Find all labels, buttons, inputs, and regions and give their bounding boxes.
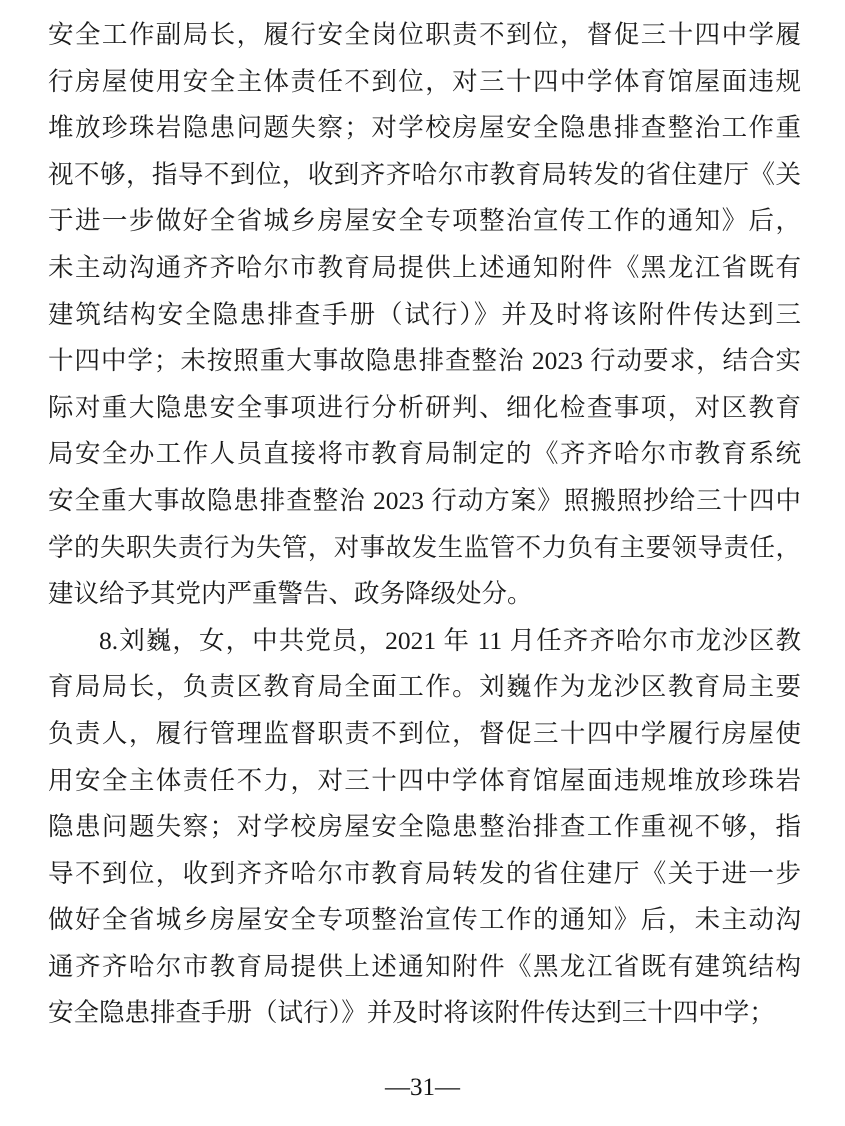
text-line: 视不够，指导不到位，收到齐齐哈尔市教育局转发的省住建厅《关 xyxy=(48,159,801,189)
text-line: 学的失职失责行为失管，对事故发生监管不力负有主要领导责任， xyxy=(48,532,801,562)
text-line: 建筑结构安全隐患排查手册（试行）》并及时将该附件传达到三 xyxy=(48,299,801,329)
text-line: 通齐齐哈尔市教育局提供上述通知附件《黑龙江省既有建筑结构 xyxy=(48,951,801,981)
text-line: 局安全办工作人员直接将市教育局制定的《齐齐哈尔市教育系统 xyxy=(48,439,801,469)
text-line: 十四中学；未按照重大事故隐患排查整治 2023 行动要求，结合实 xyxy=(48,346,801,376)
text-line: 建议给予其党内严重警告、政务降级处分。 xyxy=(48,579,533,609)
text-line: 行房屋使用安全主体责任不到位，对三十四中学体育馆屋面违规 xyxy=(48,66,801,96)
text-line: 际对重大隐患安全事项进行分析研判、细化检查事项，对区教育 xyxy=(48,392,801,422)
text-line: 负责人，履行管理监督职责不到位，督促三十四中学履行房屋使 xyxy=(48,718,801,748)
text-line: 用安全主体责任不力，对三十四中学体育馆屋面违规堆放珍珠岩 xyxy=(48,765,801,795)
text-line: 8.刘巍，女，中共党员，2021 年 11 月任齐齐哈尔市龙沙区教 xyxy=(99,625,801,655)
text-line: 导不到位，收到齐齐哈尔市教育局转发的省住建厅《关于进一步 xyxy=(48,858,801,888)
text-line: 未主动沟通齐齐哈尔市教育局提供上述通知附件《黑龙江省既有 xyxy=(48,252,801,282)
text-line: 安全工作副局长，履行安全岗位职责不到位，督促三十四中学履 xyxy=(48,20,801,49)
body-text xyxy=(48,12,801,1037)
text-line: 安全重大事故隐患排查整治 2023 行动方案》照搬照抄给三十四中 xyxy=(48,485,801,515)
text-line: 做好全省城乡房屋安全专项整治宣传工作的通知》后，未主动沟 xyxy=(48,905,801,935)
text-line: 隐患问题失察；对学校房屋安全隐患整治排查工作重视不够，指 xyxy=(48,812,801,842)
text-line: 安全隐患排查手册（试行）》并及时将该附件传达到三十四中学； xyxy=(48,998,775,1028)
text-line: 育局局长，负责区教育局全面工作。刘巍作为龙沙区教育局主要 xyxy=(48,672,801,702)
page-number: —31— xyxy=(385,1074,460,1101)
text-line: 堆放珍珠岩隐患问题失察；对学校房屋安全隐患排查整治工作重 xyxy=(48,113,801,143)
text-line: 于进一步做好全省城乡房屋安全专项整治宣传工作的通知》后， xyxy=(48,206,801,236)
